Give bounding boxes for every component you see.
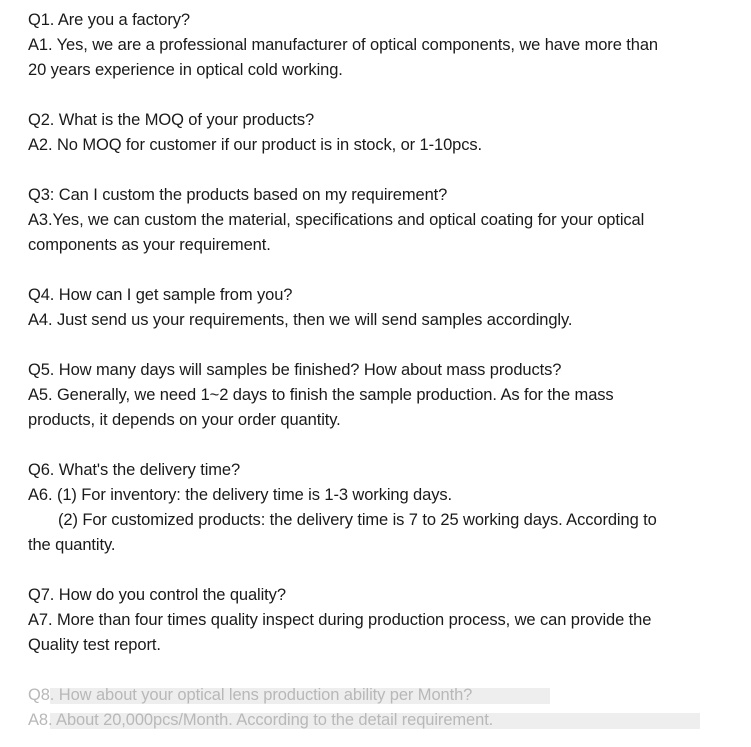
faq-q7-question: Q7. How do you control the quality? [28,586,286,604]
faq-a8-line-1: A8. About 20,000pcs/Month. According to the detail requirement. [28,711,494,729]
faq-a8-row [28,708,728,733]
faq-q8-row [28,683,728,708]
faq-a5-line-1: A5. Generally, we need 1~2 days to finish the sample production. As for the mass [28,386,614,404]
faq-q1-question: Q1. Are you a factory? [28,11,190,29]
faq-q6-question: Q6. What's the delivery time? [28,461,241,479]
faq-section [28,8,728,733]
faq-a6-line-1: A6. (1) For inventory: the delivery time is 1-3 working days. [28,486,452,504]
faq-q2-question: Q2. What is the MOQ of your products? [28,111,315,129]
faq-a3-line-2: components as your requirement. [28,236,271,254]
faq-a3-line-1: A3.Yes, we can custom the material, specifications and optical coating for your optical [28,211,645,229]
faq-a1-line-2: 20 years experience in optical cold working. [28,61,343,79]
faq-a5-line-2: products, it depends on your order quantity. [28,411,341,429]
faq-a4-line-1: A4. Just send us your requirements, then we will send samples accordingly. [28,311,573,329]
faq-q3-question: Q3: Can I custom the products based on my requirement? [28,186,448,204]
faq-q4-question: Q4. How can I get sample from you? [28,286,293,304]
faq-a7-line-1: A7. More than four times quality inspect during production process, we can provide the [28,611,652,629]
faq-a6-line-3: the quantity. [28,536,116,554]
faq-a7-line-2: Quality test report. [28,636,161,654]
faq-q8-question: Q8. How about your optical lens production ability per Month? [28,686,473,704]
faq-a2-line-1: A2. No MOQ for customer if our product is in stock, or 1-10pcs. [28,136,483,154]
faq-q5-question: Q5. How many days will samples be finished? How about mass products? [28,361,562,379]
faq-a6-line-2: (2) For customized products: the delivery time is 7 to 25 working days. According to [58,511,657,529]
faq-a1-line-1: A1. Yes, we are a professional manufacturer of optical components, we have more than [28,36,658,54]
